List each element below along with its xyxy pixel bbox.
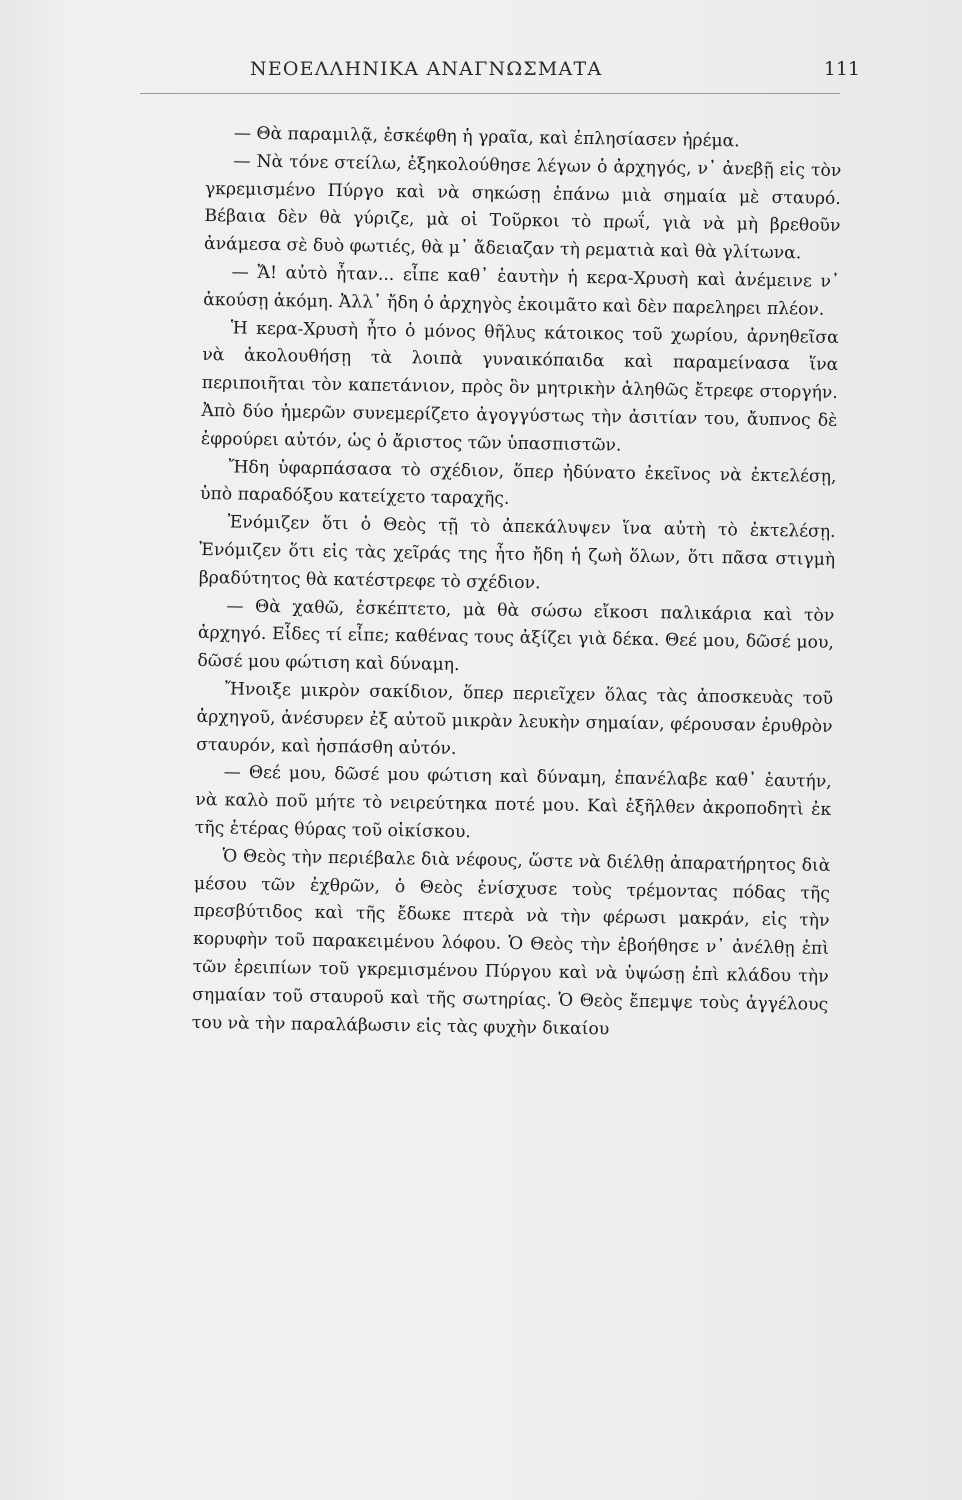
header-rule	[140, 93, 840, 94]
paragraph: — Θὰ παραμιλᾷ, ἐσκέφθη ἡ γραῖα, καὶ ἐπλησίασεν ἠρέμα.	[233, 123, 740, 152]
paragraph: — Ἄ! αὐτὸ ἦταν... εἶπε καθ᾿ ἑαυτὴν ἡ κερα-Χρυσὴ καὶ ἀνέμεινε ν᾿ ἀκούσῃ ἀκόμη. Ἀλλ᾿ ἤδη ὁ ἀρχηγὸς ἐκοιμᾶτο καὶ δὲν παρεληρει πλέον.	[203, 262, 840, 320]
paragraph: — Νὰ τόνε στείλω, ἐξηκολούθησε λέγων ὁ ἀρχηγός, ν᾿ ἀνεβῇ εἰς τὸν γκρεμισμένο Πύργο καὶ νὰ σηκώσῃ ἐπάνω μιὰ σημαία μὲ σταυρό. Βέβαια δὲν θὰ γύριζε, μὰ οἱ Τοῦρκοι τὸ πρωΐ, γιὰ νὰ μὴ βρεθοῦν ἀνάμεσα σὲ δυὸ φωτιές, θὰ μ᾿ ἄδειαζαν τὴ ρεματιὰ καὶ θὰ γλίτωνα.	[203, 151, 842, 264]
body-text	[192, 120, 842, 1047]
paragraph: Ἤνοιξε μικρὸν σακίδιον, ὅπερ περιεῖχεν ὅλας τὰς ἀποσκευὰς τοῦ ἀρχηγοῦ, ἀνέσυρεν ἐξ αὐτοῦ μικρὰν λευκὴν σημαίαν, φέρουσαν ἐρυθρὸν σταυρόν, καὶ ἠσπάσθη αὐτόν.	[196, 679, 834, 759]
paragraph: — Θεέ μου, δῶσέ μου φώτιση καὶ δύναμη, ἐπανέλαβε καθ᾿ ἑαυτήν, νὰ καλὸ ποῦ μήτε τὸ νειρεύτηκα ποτέ μου. Καὶ ἐξῆλθεν ἀκροποδητὶ ἐκ τῆς ἑτέρας θύρας τοῦ οἰκίσκου.	[194, 762, 832, 843]
paragraph: Ἡ κερα-Χρυσὴ ἦτο ὁ μόνος θῆλυς κάτοικος τοῦ χωρίου, ἀρνηθεῖσα νὰ ἀκολουθήσῃ τὰ λοιπὰ γυναικόπαιδα καὶ παραμείνασα ἵνα περιποιῆται τὸν καπετάνιον, πρὸς ὃν μητρικὴν ἀληθῶς ἔτρεφε στοργήν. Ἀπὸ δύο ἡμερῶν συνεμερίζετο ἀγογγύστως τὴν ἀσιτίαν του, ἄυπνος δὲ ἐφρούρει αὐτόν, ὡς ὁ ἄριστος τῶν ὑπασπιστῶν.	[200, 317, 839, 456]
paragraph: Ἐνόμιζεν ὅτι ὁ Θεὸς τῇ τὸ ἀπεκάλυψεν ἵνα αὐτὴ τὸ ἐκτελέσῃ. Ἐνόμιζεν ὅτι εἰς τὰς χεῖράς της ἦτο ἤδη ἡ ζωὴ ὅλων, ὅτι πᾶσα στιγμὴ βραδύτητος θὰ κατέστρεφε τὸ σχέδιον.	[198, 512, 836, 594]
page-number: 111	[823, 58, 860, 80]
paragraph: — Θὰ χαθῶ, ἐσκέπτετο, μὰ θὰ σώσω εἴκοσι παλικάρια καὶ τὸν ἀρχηγό. Εἶδες τί εἶπε; καθένας τους ἀξίζει γιὰ δέκα. Θεέ μου, δῶσέ μου, δῶσέ μου φώτιση καὶ δύναμη.	[197, 595, 835, 676]
running-head: ΝΕΟΕΛΛΗΝΙΚΑ ΑΝΑΓΝΩΣΜΑΤΑ	[250, 58, 603, 80]
paragraph: Ἤδη ὑφαρπάσασα τὸ σχέδιον, ὅπερ ἠδύνατο ἐκεῖνος νὰ ἐκτελέσῃ, ὑπὸ παραδόξου κατείχετο ταραχῆς.	[199, 456, 837, 510]
paragraph: Ὁ Θεὸς τὴν περιέβαλε διὰ νέφους, ὥστε νὰ διέλθῃ ἀπαρατήρητος διὰ μέσου τῶν ἐχθρῶν, ὁ Θεὸς ἐνίσχυσε τοὺς τρέμοντας πόδας τῆς πρεσβύτιδος καὶ τῆς ἔδωκε πτερὰ νὰ τὴν φέρωσι μακράν, εἰς τὴν κορυφὴν τοῦ παρακειμένου λόφου. Ὁ Θεὸς τὴν ἐβοήθησε ν᾿ ἀνέλθῃ ἐπὶ τῶν ἐρειπίων τοῦ γκρεμισμένου Πύργου καὶ νὰ ὑψώσῃ ἐπὶ κλάδου τὴν σημαίαν τοῦ σταυροῦ καὶ τῆς σωτηρίας. Ὁ Θεὸς ἔπεμψε τοὺς ἀγγέλους του νὰ τὴν παραλάβωσιν εἰς τὰς φυχὴν δικαίου	[191, 846, 831, 1039]
page-header	[180, 58, 860, 86]
